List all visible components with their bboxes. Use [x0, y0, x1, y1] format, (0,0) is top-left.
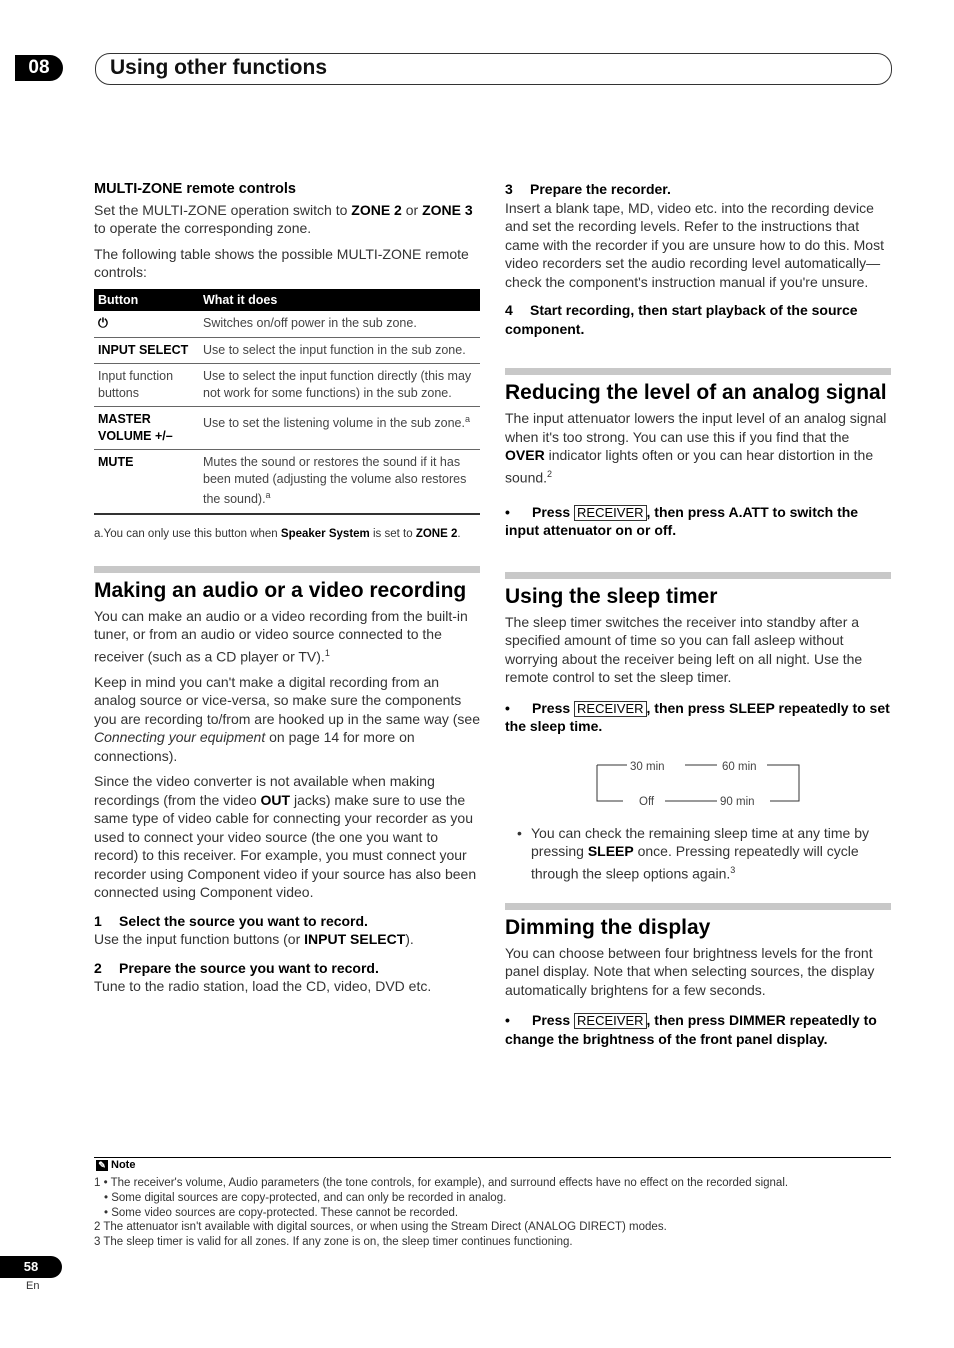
- text: Prepare the recorder.: [530, 181, 671, 197]
- table-row: [94, 337, 480, 364]
- table-cell: MASTER VOLUME +/–: [94, 407, 199, 450]
- table-row: [94, 450, 480, 514]
- note-item: • Some digital sources are copy-protected, and can only be recorded in analog.: [104, 1191, 507, 1204]
- text: , then press DIMMER repeatedly to change the brightness of the front panel display.: [505, 1012, 877, 1047]
- text: The input attenuator lowers the input level of an analog signal when it's too strong. You can use this if you find that the: [505, 410, 887, 445]
- receiver-key: RECEIVER: [574, 505, 646, 521]
- bullet: •: [505, 699, 510, 716]
- text: Press: [532, 1012, 575, 1029]
- sleep-option-30: 30 min: [630, 760, 665, 773]
- text: is set to: [369, 527, 416, 540]
- connector-line: [597, 765, 623, 801]
- table-header-what: What it does: [199, 289, 480, 312]
- table-cell: [199, 450, 480, 514]
- text: • The receiver's volume, Audio parameters (the tone controls, for example), and surround effects have no effect on the recorded signal.: [103, 1177, 789, 1189]
- footnote-ref: 3: [730, 864, 736, 875]
- step-3-desc: Insert a blank tape, MD, video etc. into the recording device and set the recording levels. Refer to the instructions that came with the recorder if you are unsure how to do this. Most video recorders set the audio recording level automatically—check the component's instruction manual if you're unsure.: [505, 199, 884, 290]
- table-cell: [199, 407, 480, 450]
- section-divider: [94, 566, 480, 573]
- note-item: [94, 1176, 891, 1191]
- sleep-option-off: Off: [639, 795, 655, 808]
- sleep-cycle-diagram: [505, 758, 891, 808]
- text: Use the input function buttons (or: [94, 931, 305, 948]
- section-divider: [505, 572, 891, 579]
- note-number: 1: [94, 1177, 101, 1189]
- step-4-heading: [505, 301, 891, 338]
- text: OUT: [260, 791, 291, 808]
- zone2-label: ZONE 2: [351, 201, 402, 218]
- footnote-ref: a: [265, 490, 271, 500]
- text: , then press A.ATT to switch the input attenuator on or off.: [505, 503, 859, 539]
- dimmer-heading: Dimming the display: [505, 915, 711, 939]
- chapter-title: Using other functions: [110, 56, 327, 79]
- bullet: •: [505, 1012, 510, 1029]
- section-divider: [505, 903, 891, 910]
- step-1-desc: [94, 930, 480, 949]
- text: You can make an audio or a video recording from the built-in tuner, or from an audio or video source connected to the receiver (such as a CD player or TV).: [94, 607, 468, 665]
- step-2-desc: Tune to the radio station, load the CD, video, DVD etc.: [94, 978, 432, 995]
- sleep-option-60: 60 min: [722, 760, 757, 773]
- sleep-cycle-lines: [505, 758, 891, 808]
- receiver-key: RECEIVER: [574, 1013, 646, 1029]
- step-3-heading: [505, 180, 891, 199]
- text: to operate the corresponding zone.: [94, 220, 312, 236]
- table-row: [94, 407, 480, 450]
- bullet: •: [517, 824, 522, 841]
- step-number: 1: [94, 912, 102, 929]
- text: .: [457, 527, 461, 540]
- note-label: Note: [111, 1159, 136, 1171]
- text: on page 14 for more on connections).: [94, 729, 415, 764]
- text: Press: [532, 503, 575, 520]
- power-icon: ⏻: [94, 311, 199, 337]
- sleep-p1: The sleep timer switches the receiver into standby after a specified amount of time so you can fall asleep without worrying about the receiver being left on all night. Use the remote control to set the sleep timer.: [505, 613, 863, 686]
- right-column: [505, 180, 891, 1048]
- recording-p1: [94, 607, 480, 666]
- text: Press: [532, 699, 575, 716]
- step-1-heading: [94, 912, 480, 931]
- text: ZONE 2: [415, 527, 458, 540]
- text: a.You can only use this button when: [94, 527, 281, 540]
- text: , then press SLEEP repeatedly to set the sleep time.: [505, 699, 890, 735]
- step-number: 2: [94, 959, 102, 976]
- left-column: [94, 180, 480, 1003]
- text: or: [401, 201, 423, 218]
- recording-p3: [94, 772, 480, 902]
- table-cell: MUTE: [94, 450, 199, 514]
- cross-reference: Connecting your equipment: [94, 729, 266, 746]
- table-cell: INPUT SELECT: [94, 337, 199, 364]
- connector-line: [767, 765, 799, 801]
- bullet: •: [505, 503, 510, 520]
- table-cell: Input function buttons: [94, 364, 199, 407]
- step-number: 3: [505, 181, 513, 197]
- page-number-badge: 58: [0, 1256, 62, 1278]
- recording-heading: Making an audio or a video recording: [94, 578, 467, 602]
- dimmer-p1: You can choose between four brightness levels for the front panel display. Note that when selecting sources, the display automatically brightens for a few seconds.: [505, 944, 875, 998]
- note-item: • Some video sources are copy-protected. These cannot be recorded.: [104, 1206, 459, 1219]
- table-row: [94, 311, 480, 337]
- table-footnote: [94, 527, 480, 542]
- text: Use to set the listening volume in the sub zone.: [203, 416, 465, 431]
- note-item: 3 The sleep timer is valid for all zones. If any zone is on, the sleep timer continues functioning.: [94, 1236, 573, 1249]
- footnote-ref: 1: [324, 647, 330, 658]
- step-2-heading: [94, 959, 480, 978]
- analog-step: [505, 503, 891, 540]
- text: Since the video converter is not available when making recordings (from the video: [94, 773, 435, 808]
- text: Set the MULTI-ZONE operation switch to: [94, 201, 352, 218]
- note-item: 2 The attenuator isn't available with digital sources, or when using the Stream Direct (ANALOG DIRECT) modes.: [94, 1221, 667, 1234]
- text: Select the source you want to record.: [119, 912, 368, 929]
- dimmer-step: [505, 1011, 891, 1048]
- text: SLEEP: [587, 843, 634, 860]
- multizone-intro: [94, 201, 480, 238]
- receiver-key: RECEIVER: [574, 701, 646, 717]
- footnote-ref: a: [464, 414, 470, 424]
- multizone-table-intro: The following table shows the possible MULTI-ZONE remote controls:: [94, 245, 469, 280]
- multizone-table: [94, 289, 480, 515]
- text: You can check the remaining sleep time at any time by pressing: [531, 824, 870, 860]
- notes-list: [94, 1176, 891, 1250]
- text: INPUT SELECT: [304, 931, 406, 948]
- text: Speaker System: [280, 527, 370, 540]
- sleep-heading: Using the sleep timer: [505, 584, 718, 608]
- sleep-tip: [505, 824, 891, 883]
- sleep-option-90: 90 min: [720, 795, 755, 808]
- step-number: 4: [505, 302, 513, 318]
- text: Start recording, then start playback of the source component.: [505, 302, 858, 337]
- analog-p1: [505, 409, 891, 487]
- text: indicator lights often or you can hear distortion in the sound.: [505, 447, 874, 486]
- zone3-label: ZONE 3: [422, 201, 473, 218]
- text: Keep in mind you can't make a digital recording from an analog source or vice-versa, so make sure the components you are recording to/from are hooked up in the same way (see: [94, 673, 480, 727]
- section-divider: [505, 368, 891, 375]
- table-row: [94, 364, 480, 407]
- text: Prepare the source you want to record.: [119, 959, 379, 976]
- table-header-row: [94, 289, 480, 312]
- analog-heading: Reducing the level of an analog signal: [505, 381, 887, 404]
- note-pencil-icon: ✎: [96, 1160, 108, 1171]
- table-cell: Switches on/off power in the sub zone.: [199, 311, 480, 337]
- text: Mutes the sound or restores the sound if it has been muted (adjusting the volume also restores the sound).: [203, 455, 467, 507]
- text: ).: [405, 931, 414, 948]
- chapter-number-badge: 08: [15, 55, 63, 81]
- note-divider: [94, 1157, 891, 1158]
- table-cell: Use to select the input function directly (this may not work for some functions) in the sub zone.: [199, 364, 480, 407]
- note-heading: [96, 1159, 135, 1171]
- table-header-button: Button: [94, 289, 199, 312]
- table-cell: Use to select the input function in the sub zone.: [199, 337, 480, 364]
- footnote-ref: 2: [547, 468, 553, 479]
- page-language: En: [26, 1280, 40, 1292]
- sleep-step: [505, 699, 891, 736]
- text: OVER: [505, 447, 545, 463]
- multizone-heading: MULTI-ZONE remote controls: [94, 181, 296, 197]
- text: once. Pressing repeatedly will cycle through the sleep options again.: [531, 843, 859, 882]
- text: jacks) make sure to use the same type of video cable for connecting your recorder as you used to connect your video source (the one you want to record) to this receiver. For example, you must connect your recorder using Component video if your source has also been connected using Component video.: [94, 791, 477, 901]
- chapter-title-box: [95, 53, 892, 85]
- recording-p2: [94, 673, 480, 766]
